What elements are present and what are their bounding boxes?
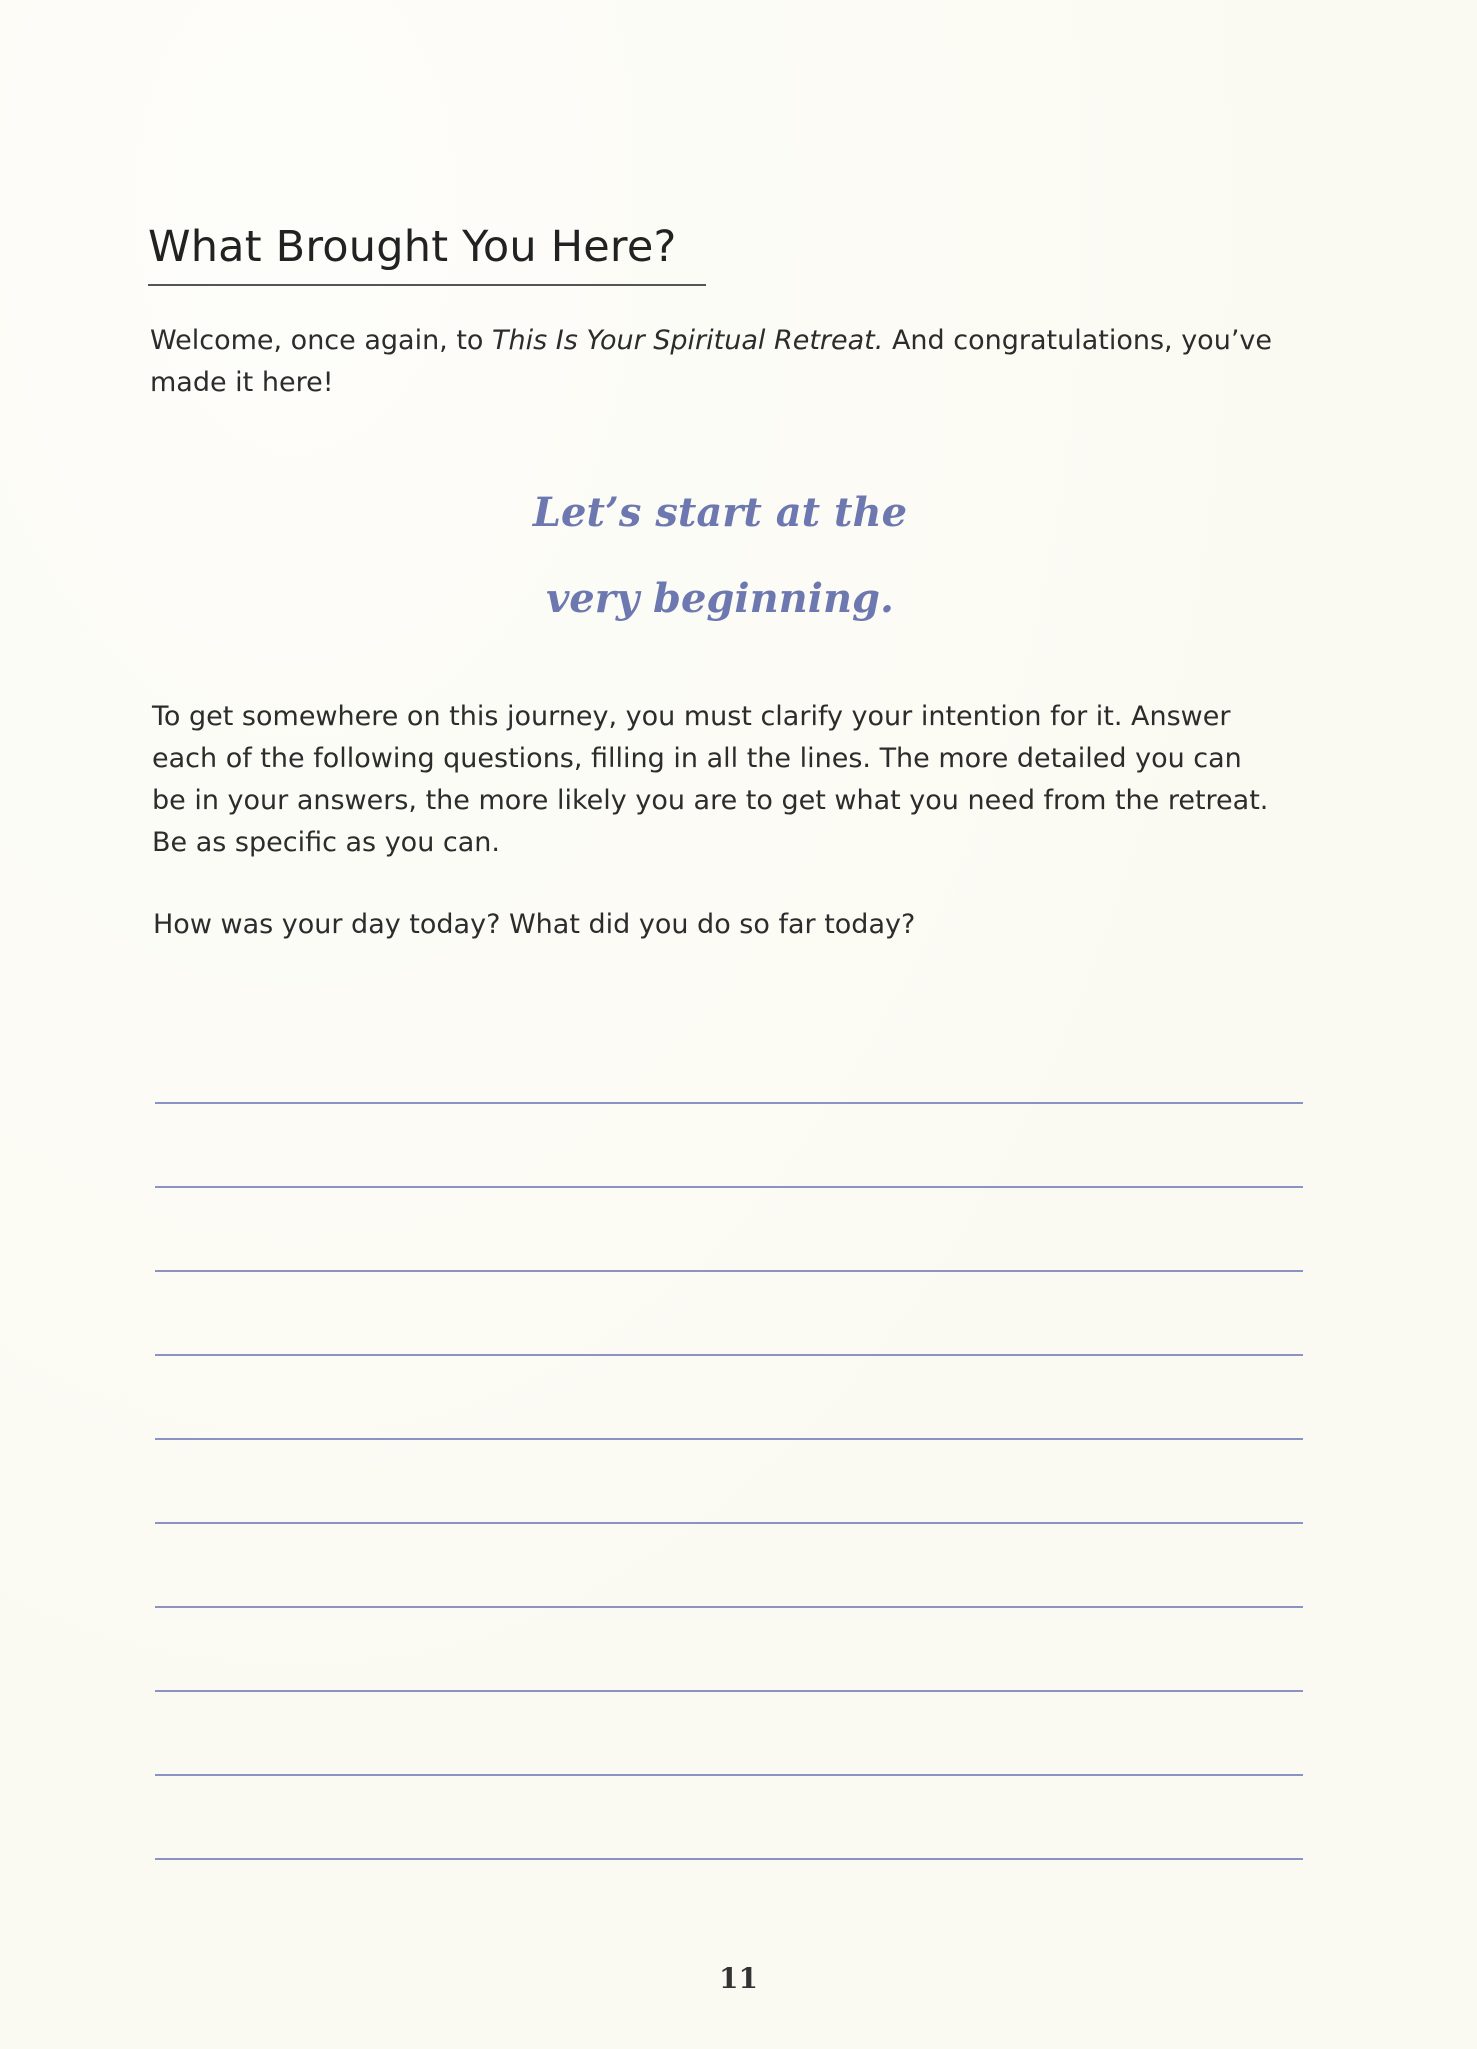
intro-suffix: And congratulations, you’ve made it here! — [150, 325, 1272, 398]
journal-question: How was your day today? What did you do so far today? — [153, 909, 916, 940]
page-number: 11 — [719, 1962, 758, 1995]
answer-line[interactable] — [155, 1102, 1303, 1104]
instructions-paragraph: To get somewhere on this journey, you must clarify your intention for it. Answer each of the following questions, filling in all the lines. The more detailed you can be in your answers, the more likely you are to get what you need from the retreat. Be as specific as you can. — [152, 701, 1269, 858]
quote-line-2: very beginning. — [546, 575, 894, 622]
intro-prefix: Welcome, once again, to — [150, 325, 493, 356]
answer-line[interactable] — [155, 1606, 1303, 1608]
answer-line[interactable] — [155, 1438, 1303, 1440]
answer-line[interactable] — [155, 1858, 1303, 1860]
quote-line-1: Let’s start at the — [532, 489, 908, 536]
answer-line[interactable] — [155, 1270, 1303, 1272]
answer-line[interactable] — [155, 1690, 1303, 1692]
answer-lines — [155, 0, 1305, 2049]
answer-line[interactable] — [155, 1774, 1303, 1776]
page-title: What Brought You Here? — [148, 222, 677, 272]
answer-line[interactable] — [155, 1522, 1303, 1524]
book-title: This Is Your Spiritual Retreat. — [492, 325, 884, 356]
answer-line[interactable] — [155, 1354, 1303, 1356]
answer-line[interactable] — [155, 1186, 1303, 1188]
